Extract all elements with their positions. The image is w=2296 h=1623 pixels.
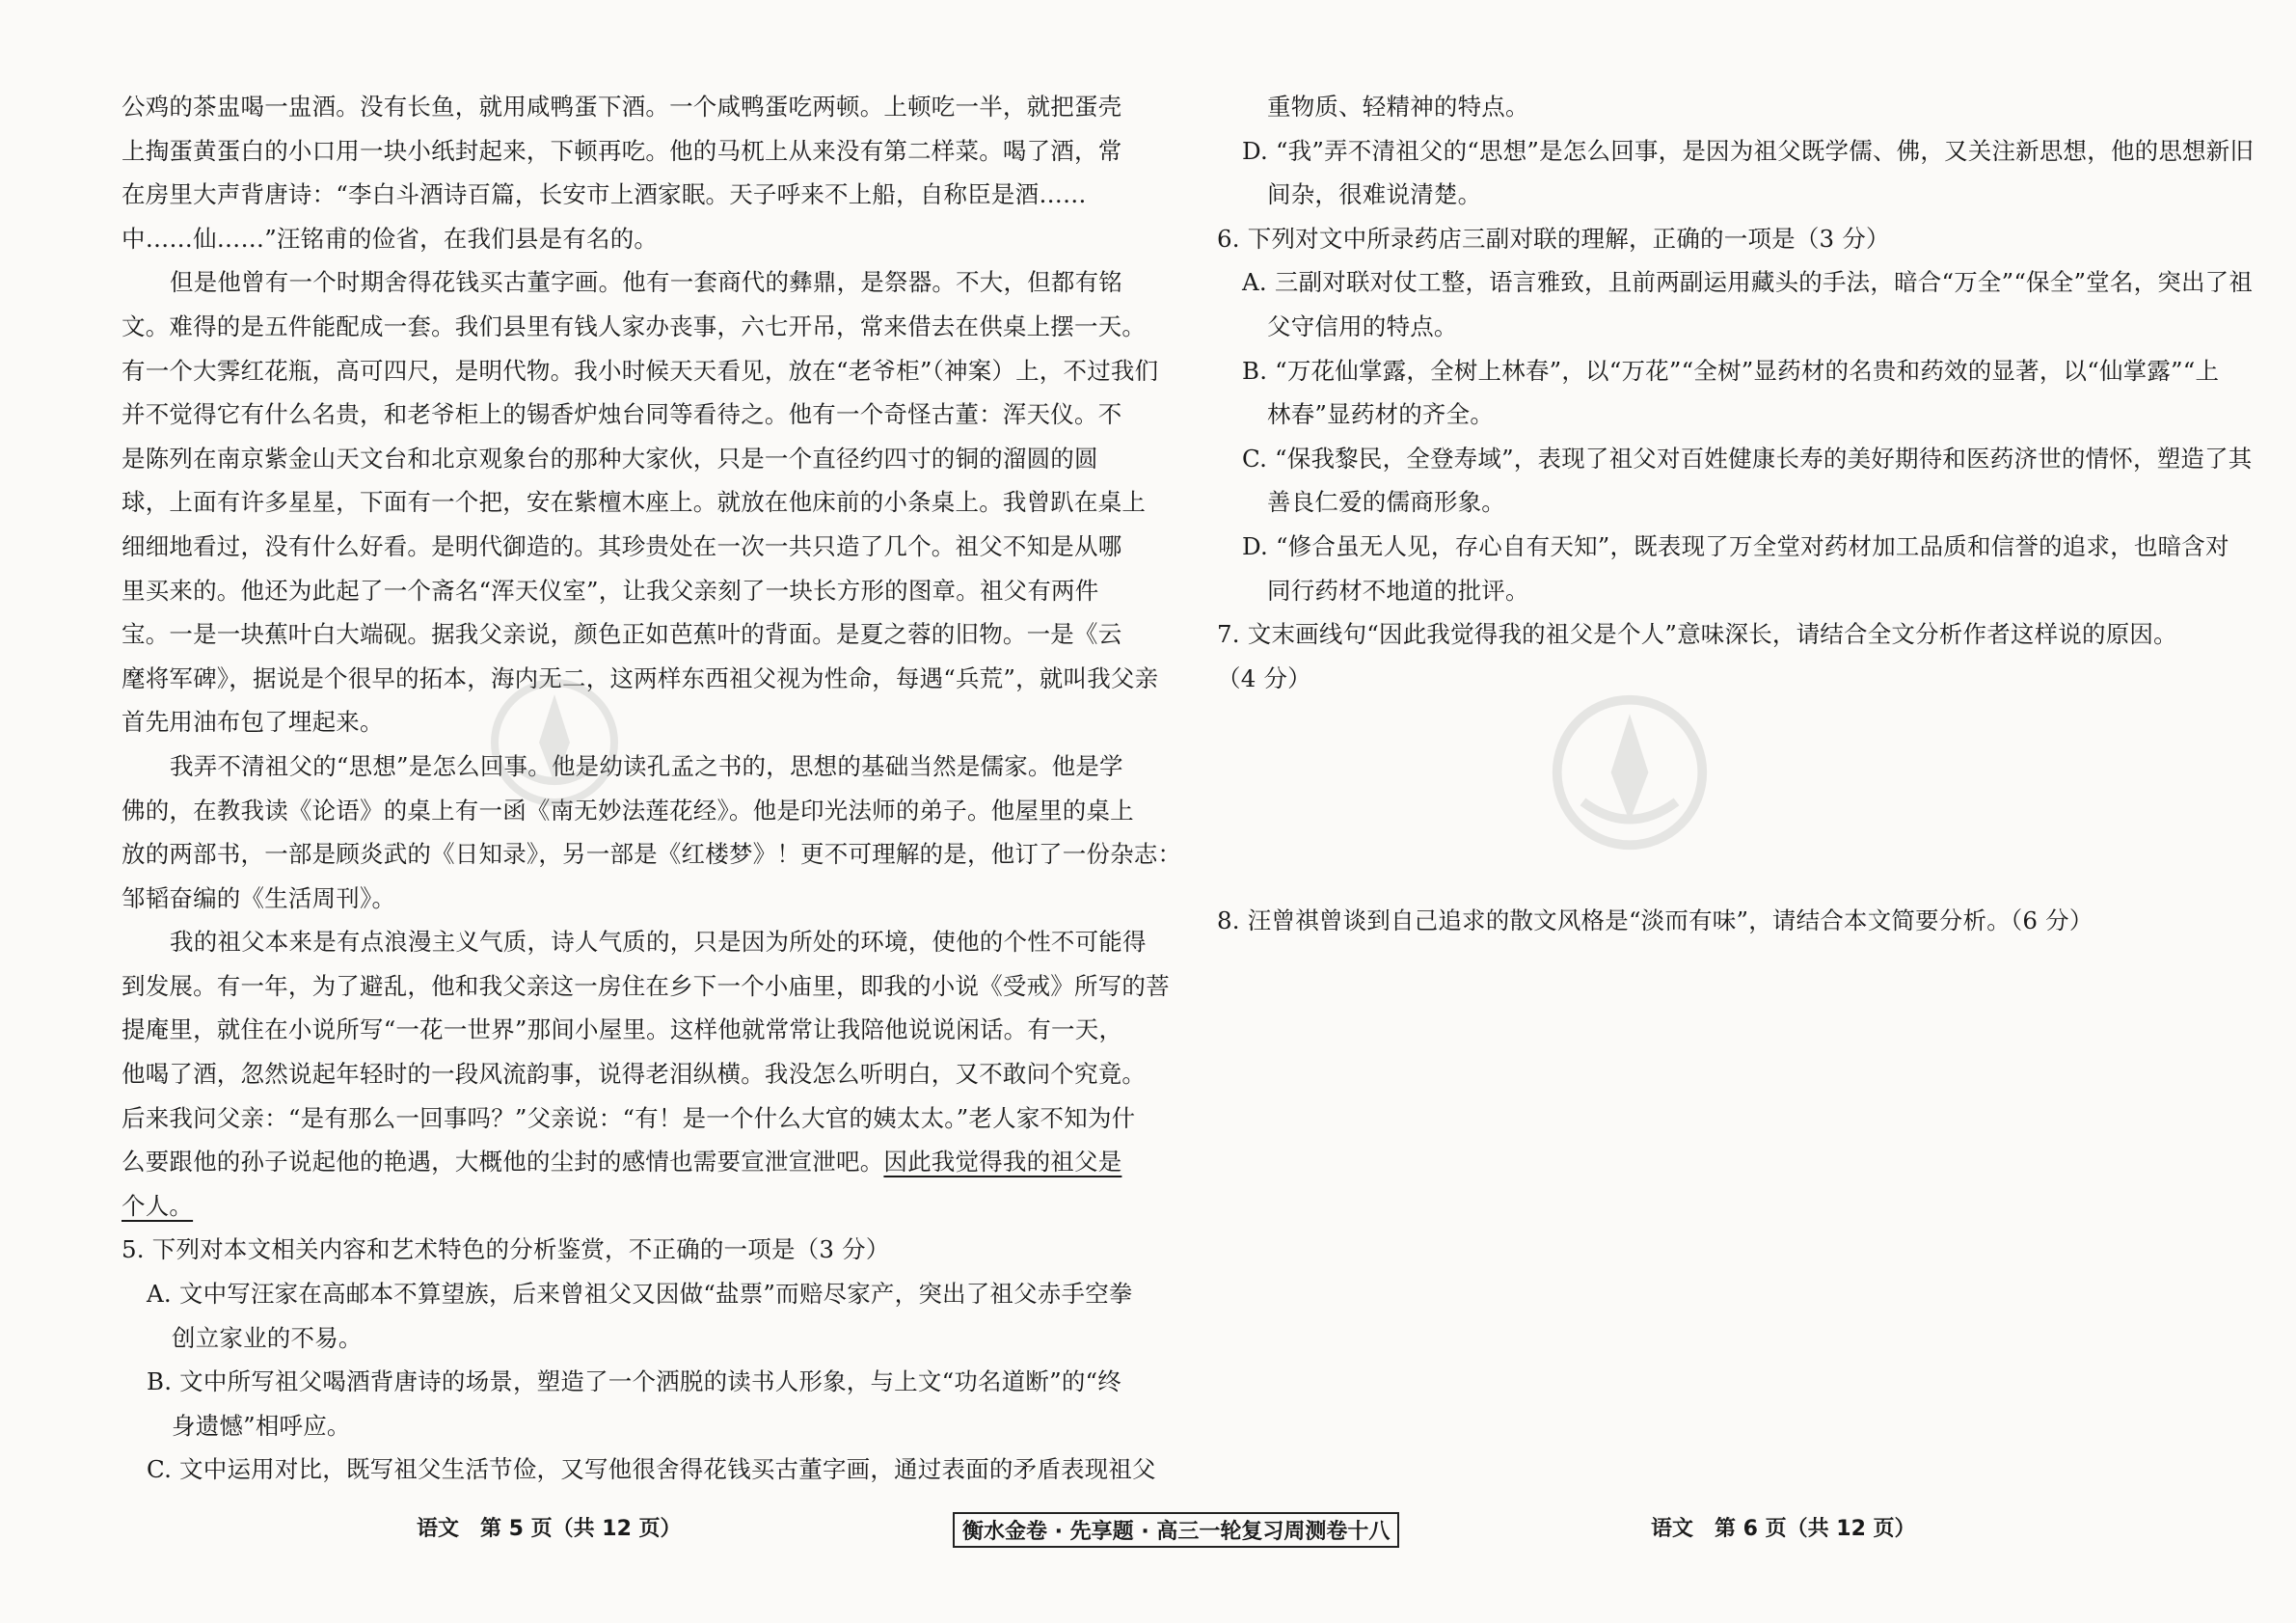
passage-line-text: 文。难得的是五件能配成一套。我们县里有钱人家办丧事，六七开吊，常来借去在供桌上摆一天。 <box>122 311 1147 340</box>
underlined-sentence: 因此我觉得我的祖父是 <box>883 1148 1122 1177</box>
passage-line-text: 宝。一是一块蕉叶白大端砚。据我父亲说，颜色正如芭蕉叶的背面。是夏之蓉的旧物。一是《云 <box>122 620 1122 649</box>
passage-line-text: 后来我问父亲：“是有那么一回事吗？”父亲说：“有！是一个什么大官的姨太太。”老人家不知为什 <box>122 1103 1136 1132</box>
question-6-option-d-cont: 同行药材不地道的批评。 <box>1267 576 1529 605</box>
passage-line <box>122 217 1095 261</box>
question-6-option-b: B. “万花仙掌露，全树上林春”，以“万花”“全树”显药材的名贵和药效的显著，以“仙掌露”“上 <box>1242 356 2220 385</box>
question-6-option-b-cont: 林春”显药材的齐全。 <box>1267 400 1495 429</box>
passage-line-text: 上掏蛋黄蛋白的小口用一块小纸封起来，下顿再吃。他的马杌上从来没有第二样菜。喝了酒，常 <box>122 136 1122 165</box>
question-6-option-d: D. “修合虽无人见，存心自有天知”，既表现了万全堂对药材加工品质和信誉的追求，也暗含对 <box>1242 531 2229 560</box>
passage-line-text: 放的两部书，一部是顾炎武的《日知录》，另一部是《红楼梦》！更不可理解的是，他订了一份杂志： <box>122 840 1182 869</box>
passage-line-text: 公鸡的茶盅喝一盅酒。没有长鱼，就用咸鸭蛋下酒。一个咸鸭蛋吃两顿。上顿吃一半，就把蛋壳 <box>122 93 1122 121</box>
passage-line-text: 佛的，在教我读《论语》的桌上有一函《南无妙法莲花经》。他是印光法师的弟子。他屋里的桌上 <box>122 796 1134 825</box>
passage-line-text: 在房里大声背唐诗：“李白斗酒诗百篇，长安市上酒家眠。天子呼来不上船，自称臣是酒…… <box>122 180 1087 209</box>
question-5-option-b-cont: 身遗憾”相呼应。 <box>172 1411 351 1440</box>
passage-line-text: 提庵里，就住在小说所写“一花一世界”那间小屋里。这样他就常常让我陪他说说闲话。有一天， <box>122 1015 1123 1044</box>
passage-line-text: 么要跟他的孙子说起他的艳遇，大概他的尘封的感情也需要宣泄宣泄吧。 <box>122 1148 884 1177</box>
passage-line <box>122 349 1159 393</box>
footer-exam-title: 衡水金卷 · 先享题 · 高三一轮复习周测卷十八 <box>953 1512 1399 1548</box>
passage-line <box>122 305 1147 349</box>
question-5-stem: 5. 下列对本文相关内容和艺术特色的分析鉴赏，不正确的一项是（3 分） <box>122 1235 890 1264</box>
passage-line-text: 并不觉得它有什么名贵，和老爷柜上的锡香炉烛台同等看待之。他有一个奇怪古董：浑天仪。不 <box>122 400 1122 429</box>
question-5-option-c: C. 文中运用对比，既写祖父生活节俭，又写他很舍得花钱买古董字画，通过表面的矛盾表现祖父 <box>147 1455 1156 1484</box>
watermark-pen-logo-left <box>487 675 622 810</box>
passage-line-text: 邹韬奋编的《生活周刊》。 <box>122 883 396 912</box>
passage-line <box>122 1096 1136 1141</box>
passage-line-text: 他喝了酒，忽然说起年轻时的一段风流韵事，说得老泪纵横。我没怎么听明白，又不敢问个究竟。 <box>122 1060 1147 1089</box>
passage-line <box>122 920 1147 964</box>
question-7-score: （4 分） <box>1217 663 1311 692</box>
footer-page-6: 语文 第 6 页（共 12 页） <box>1651 1517 1916 1541</box>
passage-line <box>122 260 1122 305</box>
question-5-option-a-cont: 创立家业的不易。 <box>172 1323 363 1352</box>
passage-line-text: 中……仙……”汪铭甫的俭省，在我们县是有名的。 <box>122 224 659 253</box>
passage-line <box>122 173 1095 217</box>
question-5-option-d: D. “我”弄不清祖父的“思想”是怎么回事，是因为祖父既学儒、佛，又关注新思想，他的思想新旧 <box>1242 136 2255 165</box>
question-7-stem: 7. 文末画线句“因此我觉得我的祖父是个人”意味深长，请结合全文分析作者这样说的原因。 <box>1217 620 2177 649</box>
passage-line-text: 我的祖父本来是有点浪漫主义气质，诗人气质的，只是因为所处的环境，使他的个性不可能得 <box>170 928 1147 957</box>
passage-line <box>122 525 1122 569</box>
passage-line-text: 但是他曾有一个时期舍得花钱买古董字画。他有一套商代的彝鼎，是祭器。不大，但都有铭 <box>170 268 1122 297</box>
underlined-sentence: 个人。 <box>122 1191 194 1220</box>
question-5-option-d-cont: 间杂，很难说清楚。 <box>1267 180 1482 209</box>
passage-line-text: 细细地看过，没有什么好看。是明代御造的。其珍贵处在一次一共只造了几个。祖父不知是从哪 <box>122 531 1122 560</box>
question-6-option-a: A. 三副对联对仗工整，语言雅致，且前两副运用藏头的手法，暗合“万全”“保全”堂名，突出了祖 <box>1242 268 2254 297</box>
passage-line-text: 有一个大霁红花瓶，高可四尺，是明代物。我小时候天天看见，放在“老爷柜”（神案）上，不过我们 <box>122 356 1159 385</box>
question-5-option-b: B. 文中所写祖父喝酒背唐诗的场景，塑造了一个洒脱的读书人形象，与上文“功名道断”的“终 <box>147 1367 1121 1396</box>
passage-line-text: 球，上面有许多星星，下面有一个把，安在紫檀木座上。就放在他床前的小条桌上。我曾趴在桌上 <box>122 488 1147 517</box>
question-6-stem: 6. 下列对文中所录药店三副对联的理解，正确的一项是（3 分） <box>1217 224 1890 253</box>
question-6-option-a-cont: 父守信用的特点。 <box>1267 311 1458 340</box>
question-6-option-c: C. “保我黎民，全登寿域”，表现了祖父对百姓健康长寿的美好期待和医药济世的情怀，塑造了其 <box>1242 444 2253 473</box>
passage-line-text: 到发展。有一年，为了避乱，他和我父亲这一房住在乡下一个小庙里，即我的小说《受戒》所写的菩 <box>122 971 1170 1000</box>
passage-line <box>122 832 1182 877</box>
passage-line <box>122 1008 1123 1052</box>
passage-line <box>122 1052 1147 1096</box>
passage-line <box>122 1140 1122 1184</box>
passage-line <box>122 480 1147 525</box>
passage-line-text: 麾将军碑》，据说是个很早的拓本，海内无二，这两样东西祖父视为性命，每遇“兵荒”，就叫我父亲 <box>122 663 1159 692</box>
passage-line <box>122 392 1122 437</box>
footer-page-5: 语文 第 5 页（共 12 页） <box>417 1517 682 1541</box>
passage-line <box>122 877 1095 921</box>
passage-line <box>122 1184 1095 1229</box>
question-5-option-c-cont: 重物质、轻精神的特点。 <box>1267 93 1529 121</box>
passage-line <box>122 85 1122 129</box>
passage-line <box>122 129 1122 174</box>
watermark-pen-logo-right <box>1548 690 1712 854</box>
passage-text <box>122 85 1182 1228</box>
passage-line-text: 我弄不清祖父的“思想”是怎么回事。他是幼读孔孟之书的，思想的基础当然是儒家。他是学 <box>170 751 1123 780</box>
passage-line <box>122 612 1122 657</box>
passage-line-text: 是陈列在南京紫金山天文台和北京观象台的那种大家伙，只是一个直径约四寸的铜的溜圆的圆 <box>122 444 1098 473</box>
passage-line <box>122 964 1170 1009</box>
passage-line-text: 首先用油布包了埋起来。 <box>122 708 384 737</box>
passage-line-text: 里买来的。他还为此起了一个斋名“浑天仪室”，让我父亲刻了一块长方形的图章。祖父有两件 <box>122 576 1099 605</box>
question-5-option-a: A. 文中写汪家在高邮本不算望族，后来曾祖父又因做“盐票”而赔尽家产，突出了祖父赤手空拳 <box>147 1280 1133 1309</box>
question-6-option-c-cont: 善良仁爱的儒商形象。 <box>1267 488 1505 517</box>
passage-line <box>122 437 1098 481</box>
question-8-stem: 8. 汪曾祺曾谈到自己追求的散文风格是“淡而有味”，请结合本文简要分析。（6 分） <box>1217 906 2093 935</box>
passage-line <box>122 569 1099 613</box>
